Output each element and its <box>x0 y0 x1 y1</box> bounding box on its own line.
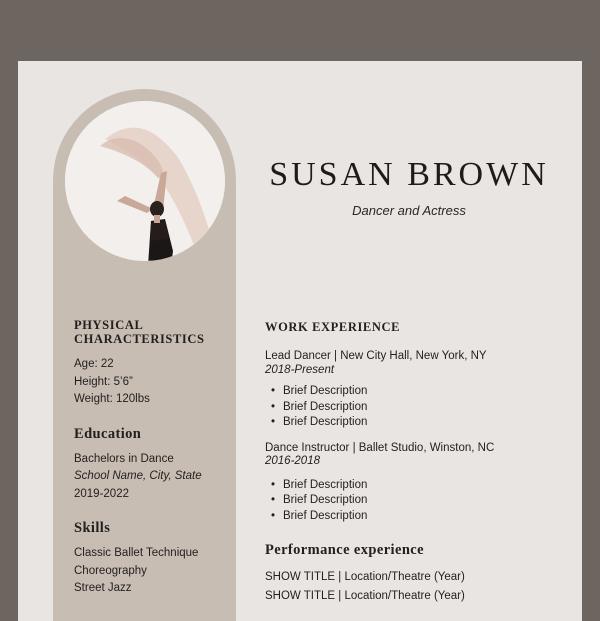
physical-heading-line2: CHARACTERISTICS <box>74 332 205 346</box>
performance-heading: Performance experience <box>265 542 424 558</box>
weight-text: Weight: 120lbs <box>74 393 150 405</box>
job-role: Lead Dancer | New City Hall, New York, NY <box>265 350 487 362</box>
skill-item: Choreography <box>74 564 147 577</box>
list-item: • Brief Description <box>265 509 565 525</box>
skill-item: Classic Ballet Technique <box>74 547 199 559</box>
list-item: • Brief Description <box>265 415 565 431</box>
list-item: • Brief Description <box>265 478 565 494</box>
height-text: Height: 5’6” <box>74 375 133 388</box>
education-heading: Education <box>74 425 142 442</box>
physical-heading <box>74 318 234 346</box>
job-bullets <box>265 478 565 525</box>
performance-item: SHOW TITLE | Location/Theatre (Year) <box>265 571 465 583</box>
job-bullets <box>265 384 565 431</box>
skill-item: Street Jazz <box>74 582 132 594</box>
resume-page <box>18 61 582 621</box>
performance-item: SHOW TITLE | Location/Theatre (Year) <box>265 589 465 602</box>
work-heading: WORK EXPERIENCE <box>265 320 401 334</box>
education-degree: Bachelors in Dance <box>74 452 174 465</box>
job-entry <box>265 440 565 525</box>
full-name: SUSAN BROWN <box>269 156 549 193</box>
job-entry <box>265 348 565 431</box>
left-column <box>74 318 234 598</box>
right-column <box>265 318 565 605</box>
age-text: Age: 22 <box>74 358 114 370</box>
profile-photo <box>65 101 225 261</box>
education-years: 2019-2022 <box>74 487 129 500</box>
physical-heading-line1: PHYSICAL <box>74 318 144 332</box>
job-title: Dancer and Actress <box>352 203 466 218</box>
list-item: • Brief Description <box>265 400 565 416</box>
education-school: School Name, City, State <box>74 470 202 482</box>
job-role: Dance Instructor | Ballet Studio, Winston, NC <box>265 441 495 454</box>
job-dates: 2016-2018 <box>265 455 320 467</box>
list-item: • Brief Description <box>265 384 565 400</box>
list-item: • Brief Description <box>265 493 565 509</box>
job-dates: 2018-Present <box>265 363 335 376</box>
skills-heading: Skills <box>74 520 111 536</box>
